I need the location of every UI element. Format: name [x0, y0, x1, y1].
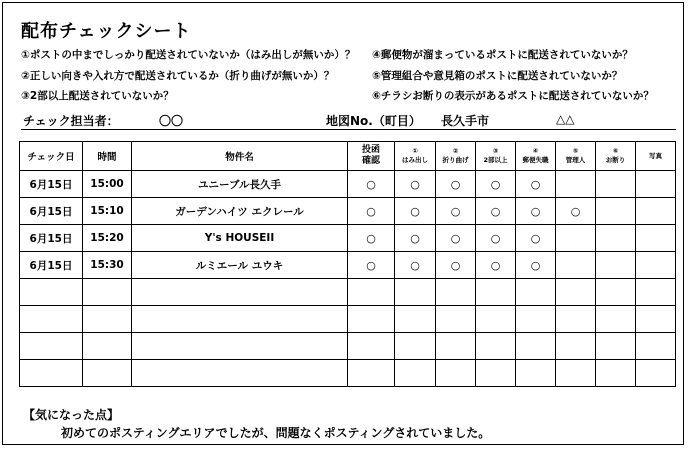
- header-delivery: 投函 確認: [348, 142, 395, 171]
- cell-photo: [636, 171, 676, 198]
- header-c5: ⑤ 管理人: [556, 142, 596, 171]
- cell-c1: ○: [395, 252, 436, 279]
- cell-photo: [636, 252, 676, 279]
- checker-value: 〇〇: [159, 114, 184, 128]
- cell-c4: ○: [516, 225, 556, 252]
- cell-c4: ○: [516, 198, 556, 225]
- table-row-empty: [20, 360, 676, 387]
- header-property: 物件名: [132, 142, 348, 171]
- cell-c6: [596, 171, 636, 198]
- cell-time: 15:30: [83, 252, 132, 279]
- cell-c1: ○: [395, 171, 436, 198]
- criterion-6: ⑥チラシお断りの表示があるポストに配送されていないか？: [372, 90, 654, 102]
- cell-date: 6月15日: [20, 198, 83, 225]
- cell-date: 6月15日: [20, 252, 83, 279]
- cell-delivery: ○: [348, 171, 395, 198]
- table-row: [20, 252, 676, 279]
- header-c4: ④ 郵便失職: [516, 142, 556, 171]
- check-sheet: [2, 2, 684, 445]
- check-table: [19, 141, 676, 387]
- memo-heading: 【気になった点】: [23, 408, 120, 422]
- checker-label: チェック担当者：: [23, 114, 119, 128]
- memo-body: 初めてのポスティングエリアでしたが、問題なくポスティングされていました。: [61, 426, 491, 440]
- cell-property: ルミエール ユウキ: [132, 252, 348, 279]
- cell-property: ユニーブル長久手: [132, 171, 348, 198]
- cell-c1: ○: [395, 225, 436, 252]
- cell-delivery: ○: [348, 198, 395, 225]
- cell-c3: ○: [476, 171, 516, 198]
- map-label: 地図No.（町目）: [326, 114, 421, 128]
- header-c1: ① はみ出し: [395, 142, 436, 171]
- map-value: △△: [556, 112, 575, 126]
- table-row-empty: [20, 279, 676, 306]
- criterion-1: ①ポストの中までしっかり配送されていないか（はみ出しが無いか）？: [21, 49, 356, 61]
- cell-time: 15:00: [83, 171, 132, 198]
- cell-date: 6月15日: [20, 171, 83, 198]
- cell-c5: ○: [556, 198, 596, 225]
- cell-c5: [556, 171, 596, 198]
- cell-photo: [636, 198, 676, 225]
- cell-c6: [596, 198, 636, 225]
- cell-photo: [636, 225, 676, 252]
- header-c6: ⑥ お断り: [596, 142, 636, 171]
- cell-c2: ○: [436, 171, 476, 198]
- cell-delivery: ○: [348, 225, 395, 252]
- header-c2: ② 折り曲げ: [436, 142, 476, 171]
- table-row: [20, 198, 676, 225]
- cell-c3: ○: [476, 252, 516, 279]
- table-row-empty: [20, 333, 676, 360]
- cell-c4: ○: [516, 252, 556, 279]
- table-row: [20, 171, 676, 198]
- cell-property: ガーデンハイツ エクレール: [132, 198, 348, 225]
- cell-c6: [596, 252, 636, 279]
- cell-c1: ○: [395, 198, 436, 225]
- cell-date: 6月15日: [20, 225, 83, 252]
- cell-c5: [556, 225, 596, 252]
- cell-time: 15:20: [83, 225, 132, 252]
- header-photo: 写真: [636, 142, 676, 171]
- cell-c3: ○: [476, 198, 516, 225]
- table-row: [20, 225, 676, 252]
- table-header-row: [20, 142, 676, 171]
- cell-delivery: ○: [348, 252, 395, 279]
- cell-c4: ○: [516, 171, 556, 198]
- map-city: 長久手市: [441, 114, 490, 128]
- cell-c2: ○: [436, 225, 476, 252]
- criterion-3: ③2部以上配送されていないか？: [21, 90, 174, 102]
- header-c3: ③ 2部以上: [476, 142, 516, 171]
- criterion-2: ②正しい向きや入れ方で配送されているか（折り曲げが無いか）？: [21, 70, 335, 82]
- cell-c6: [596, 225, 636, 252]
- cell-c3: ○: [476, 225, 516, 252]
- header-time: 時間: [83, 142, 132, 171]
- cell-c5: [556, 252, 596, 279]
- cell-time: 15:10: [83, 198, 132, 225]
- criterion-5: ⑤管理組合や意見箱のポストに配送されていないか？: [372, 70, 623, 82]
- page-title: 配布チェックシート: [21, 21, 192, 42]
- cell-c2: ○: [436, 252, 476, 279]
- cell-c2: ○: [436, 198, 476, 225]
- criterion-4: ④郵便物が溜まっているポストに配送されていないか？: [372, 49, 633, 61]
- header-date: チェック日: [20, 142, 83, 171]
- info-line: [21, 111, 676, 130]
- cell-property: Y's HOUSEII: [132, 225, 348, 252]
- table-row-empty: [20, 306, 676, 333]
